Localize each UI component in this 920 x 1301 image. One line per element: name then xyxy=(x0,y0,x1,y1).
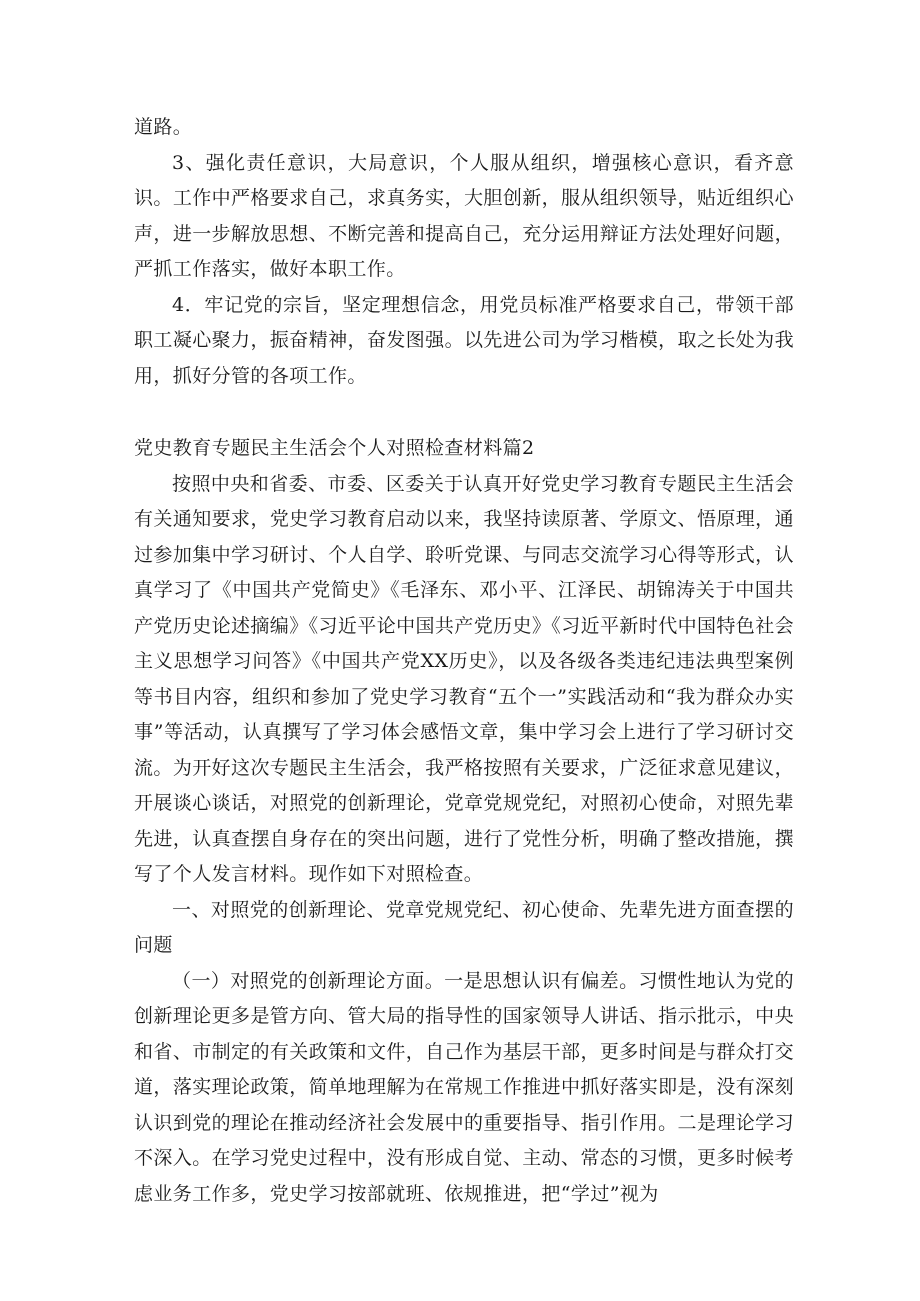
paragraph-road: 道路。 xyxy=(134,116,193,138)
section-title: 党史教育专题民主生活会个人对照检查材料篇2 xyxy=(134,437,535,459)
paragraph-heading-one: 一、对照党的创新理论、党章党规党纪、初心使命、先辈先进方面查摆的问题 xyxy=(134,898,794,956)
paragraph-point-4: 4．牢记党的宗旨，坚定理想信念，用党员标准严格要求自己，带领干部职工凝心聚力，振奋精神，奋发图强。以先进公司为学习楷模，取之长处为我用，抓好分管的各项工作。 xyxy=(134,293,794,387)
paragraph-point-3: 3、强化责任意识，大局意识，个人服从组织，增强核心意识，看齐意识。工作中严格要求自己，求真务实，大胆创新，服从组织领导，贴近组织心声，进一步解放思想、不断完善和提高自己，充分运用辩证方法处理好问题，严抓工作落实，做好本职工作。 xyxy=(134,151,794,280)
paragraph-subsection-one: （一）对照党的创新理论方面。一是思想认识有偏差。习惯性地认为党的创新理论更多是管方向、管大局的指导性的国家领导人讲话、指示批示，中央和省、市制定的有关政策和文件，自己作为基层干部，更多时间是与群众打交道，落实理论政策，简单地理解为在常规工作推进中抓好落实即是，没有深刻认识到党的理论在推动经济社会发展中的重要指导、指引作用。二是理论学习不深入。在学习党史过程中，没有形成自觉、主动、常态的习惯，更多时候考虑业务工作多，党史学习按部就班、依规推进，把“学过”视为 xyxy=(134,969,794,1205)
document-body xyxy=(134,110,794,1212)
paragraph-intro: 按照中央和省委、市委、区委关于认真开好党史学习教育专题民主生活会有关通知要求，党史学习教育启动以来，我坚持读原著、学原文、悟原理，通过参加集中学习研讨、个人自学、聆听党课、与同志交流学习心得等形式，认真学习了《中国共产党简史》《毛泽东、邓小平、江泽民、胡锦涛关于中国共产党历史论述摘编》《习近平论中国共产党历史》《习近平新时代中国特色社会主义思想学习问答》《中国共产党XX历史》，以及各级各类违纪违法典型案例等书目内容，组织和参加了党史学习教育“五个一”实践活动和“我为群众办实事”等活动，认真撰写了学习体会感悟文章，集中学习会上进行了学习研讨交流。为开好这次专题民主生活会，我严格按照有关要求，广泛征求意见建议，开展谈心谈话，对照党的创新理论，党章党规党纪，对照初心使命，对照先辈先进，认真查摆自身存在的突出问题，进行了党性分析，明确了整改措施，撰写了个人发言材料。现作如下对照检查。 xyxy=(134,472,795,885)
section-gap xyxy=(134,394,794,431)
